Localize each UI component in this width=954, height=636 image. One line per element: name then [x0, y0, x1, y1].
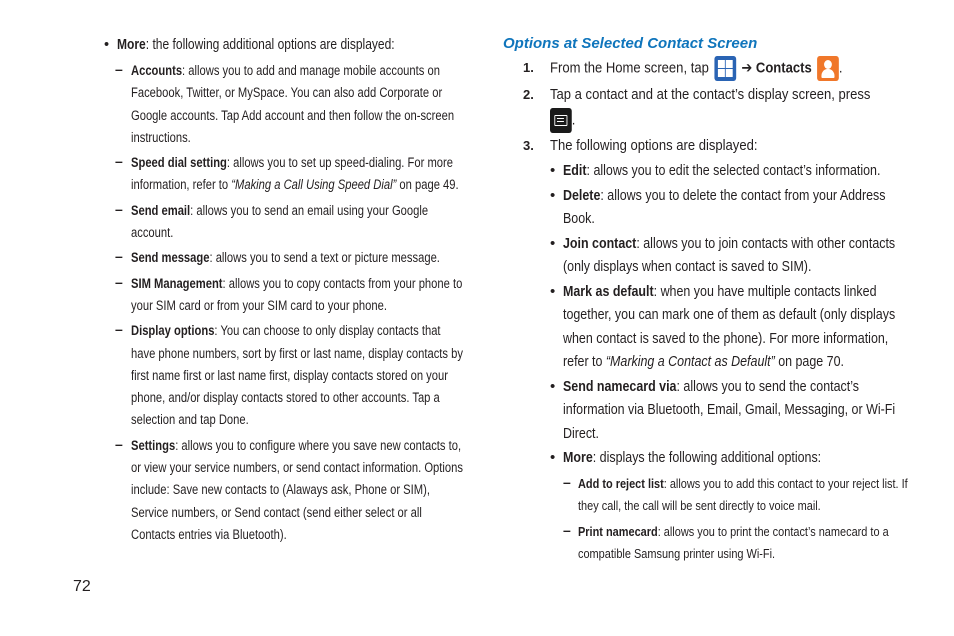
section-heading: Options at Selected Contact Screen [503, 35, 758, 52]
sim-management-item: – SIM Management: allows you to copy contacts from your phone to your SIM card or from your SIM card to your phone. [115, 273, 463, 313]
more-bullet: • More: the following additional options are displayed: [104, 37, 395, 53]
contacts-icon[interactable] [817, 56, 839, 81]
arrow-icon: ➔ [741, 59, 753, 77]
add-to-reject-list-item: – Add to reject list: allows you to add this contact to your reject list. If they call, the call will be sent directly to voice mail. [563, 473, 908, 513]
accounts-item: – Accounts: allows you to add and manage mobile accounts on Facebook, Twitter, or MySpace. You can also add Corporate or Google accounts. Tap Add account and then follow the on-screen instructions. [115, 61, 455, 145]
menu-key-icon[interactable] [550, 108, 572, 133]
print-namecard-item: – Print namecard: allows you to print the contact’s namecard to a compatible Samsung printer using Wi-Fi. [563, 521, 889, 561]
option-more: • More: displays the following additional options: [550, 449, 822, 466]
send-email-item: – Send email: allows you to send an email using your Google account. [115, 200, 429, 241]
speed-dial-reference[interactable]: “Making a Call Using Speed Dial” [231, 177, 397, 193]
display-options-item: – Display options: You can choose to only display contacts that have phone numbers, sort by first or last name, display contacts by first name first or last name first, display contacts stored on your phone, and/or display contacts stored to other accounts. Tap a selection and tap Done. [115, 321, 463, 428]
right-column [503, 34, 913, 566]
send-message-item: – Send message: allows you to send a text or picture message. [115, 248, 440, 266]
contacts-label: Contacts [755, 59, 812, 77]
step-1: 1. From the Home screen, tap ➔ Contacts . [503, 56, 913, 81]
apps-grid-icon[interactable] [714, 56, 736, 81]
step-3: 3. The following options are displayed: [523, 136, 758, 154]
option-mark-as-default: • Mark as default: when you have multiple contacts linked together, you can mark one of them as default (only displays when contact is saved to the phone). For more information, refer to “Marking a Contact as Default” on page 70. [550, 282, 896, 370]
option-edit: • Edit: allows you to edit the selected contact’s information. [550, 162, 881, 179]
option-delete: • Delete: allows you to delete the contact from your Address Book. [550, 186, 886, 227]
option-send-namecard: • Send namecard via: allows you to send the contact’s information via Bluetooth, Email, Gmail, Messaging, or Wi-Fi Direct. [550, 377, 896, 442]
mark-default-reference[interactable]: “Marking a Contact as Default” [605, 353, 775, 370]
speed-dial-item: – Speed dial setting: allows you to set up speed-dialing. For more information, refer to “Making a Call Using Speed Dial” on page 49. [115, 153, 459, 193]
more-label: More [117, 37, 146, 53]
settings-item: – Settings: allows you to configure where you save new contacts to, or view your service numbers, or send contact information. Options include: Save new contacts to (Alaways ask, Phone or SIM), Service numbers, or Send contact (send either select or all Contacts entries via Bluetooth). [115, 435, 463, 542]
option-join-contact: • Join contact: allows you to join contacts with other contacts (only displays when contact is saved to SIM). [550, 234, 896, 275]
more-subitems [551, 473, 913, 566]
left-column [104, 34, 466, 546]
step-2: 2. Tap a contact and at the contact’s display screen, press . [503, 83, 913, 133]
page-number: 72 [73, 578, 91, 595]
